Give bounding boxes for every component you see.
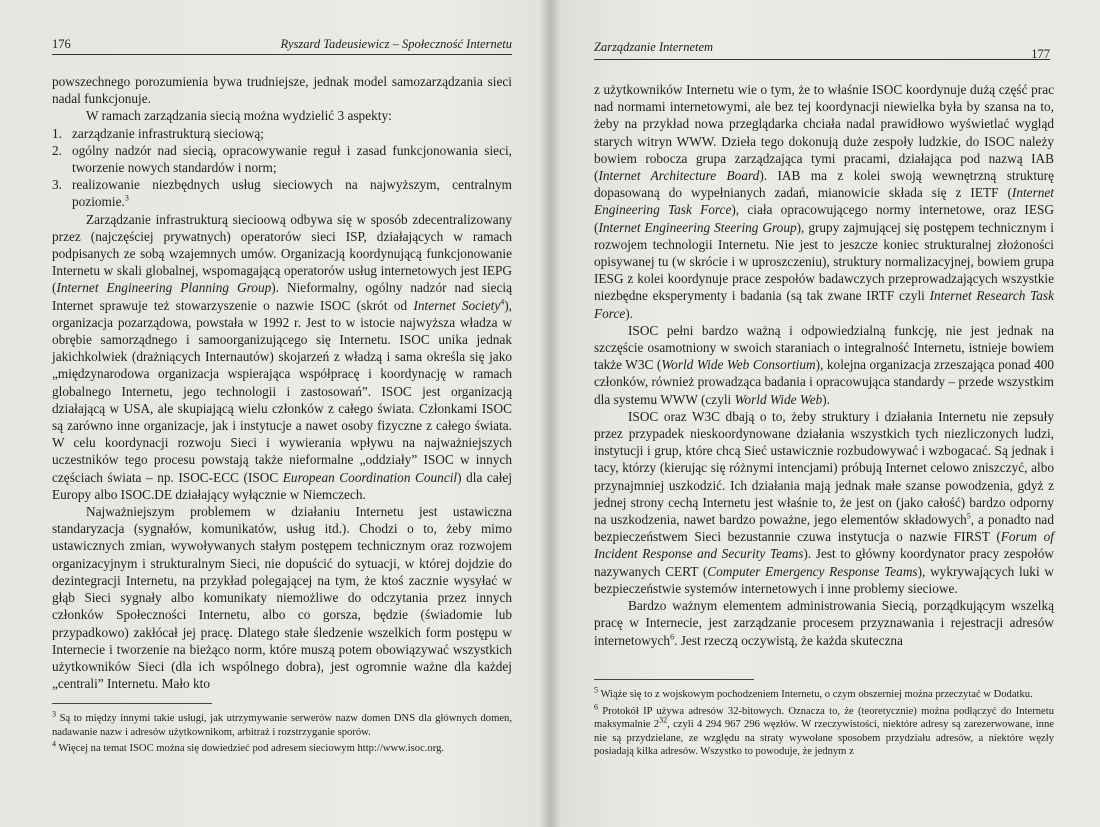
text-run: Bardzo ważnym elementem administrowania Siecią, porządkującym wszelką pracę w Internecie, jest zarządzanie procesem przyznawania i rejestracji adresów internetowych [594, 598, 1054, 648]
footnote-ref: 4 [500, 297, 505, 307]
footnote-text: Więcej na temat ISOC można się dowiedzieć pod adresem sieciowym http://www.isoc.org. [56, 743, 445, 755]
text-run: ). [625, 305, 634, 321]
list-number: 3. [52, 177, 62, 193]
text-run: ). Nieformalny, ogólny nadzór nad siecią Internet sprawuje też stowarzyszenie o nazwie ISOC (skrót od [52, 280, 512, 313]
italic-term: Forum of Incident Response and Security Teams [594, 529, 1054, 562]
footnote [594, 702, 1054, 759]
footnote [52, 709, 512, 739]
italic-term: Internet Engineering Steering Group [598, 219, 797, 235]
footnote-number: 3 [52, 709, 56, 719]
right-page-header [594, 40, 1050, 60]
italic-term: Internet Research Task Force [594, 288, 1054, 321]
text-run: , a ponadto nad bezpieczeństwem Sieci bezustannie czuwa instytucja o nazwie FIRST ( [594, 512, 1054, 545]
text-run: . Jest rzeczą oczywistą, że każda skuteczna [674, 632, 903, 648]
text-run: Zarządzanie infrastrukturą siecioową odbywa się w sposób zdecentralizowany przez (najczęściej prywatnych) operatorów sieci ISP, działających w ramach podpisanych ze sobą wzajemnych umów. Organizacją koordynującą funkcjonowanie Internetu w skali globalnej, wspomagającą operatorów usług internetowych jest IEPG ( [52, 211, 512, 296]
footnote-text: , czyli 4 294 967 296 węzłów. W rzeczywistości, niektóre adresy są zarezerwowane, inne nie są przydzielane, ze względu na straty wywołane sposobem przydziału adresów, a niektóre węzły posiadają kilka adresów. Wszystko to powoduje, że jednym z [594, 719, 1054, 758]
italic-term: Internet Engineering Task Force [594, 185, 1054, 218]
paragraph [52, 211, 512, 503]
italic-term: Internet Society [413, 297, 501, 313]
running-head: Zarządzanie Internetem [594, 40, 714, 54]
list-item [52, 176, 512, 210]
list-text: ogólny nadzór nad siecią, opracowywanie reguł i zasad funkcjonowania sieci, tworzenie nowych standardów i norm; [72, 142, 512, 176]
list-text-content: realizowanie niezbędnych usług sieciowych na najwyższym, centralnym poziomie. [72, 177, 512, 210]
exponent: 32 [659, 715, 668, 725]
list-text [72, 176, 512, 210]
italic-term: World Wide Web Consortium [661, 357, 816, 373]
footnotes [52, 703, 512, 759]
footnote-number: 5 [594, 685, 598, 695]
text-run: ISOC pełni bardzo ważną i odpowiedzialną funkcję, nie jest jednak na szczęście osamotniony w swoich staraniach o integralność Internetu, istnieje bowiem także W3C ( [594, 322, 1054, 373]
page-number: 177 [1031, 47, 1050, 61]
footnote-number: 6 [594, 702, 598, 712]
text-run: ISOC oraz W3C dbają o to, żeby struktury i działania Internetu nie zepsuły przez przypadek nieskoordynowane działania wszystkich tych niezliczonych ludzi, instytucji i grup, które chcą Sieć ustawicznie rozbudowywać i wzbogacać. Są jednak i tacy, którzy (kierując się różnymi intencjami) próbują Internet celowo zniszczyć, albo przynajmniej uszkodzić. Ich działania mają jednak małe szanse powodzenia, gdyż z jednej strony cechą Internetu jest właśnie to, że jest on (jako całość) bardzo odporny na uszkodzenia, nawet bardzo poważne, jego elementów składowych [594, 408, 1054, 528]
footnote-text: Wiąże się to z wojskowym pochodzeniem Internetu, o czym obszerniej można przeczytać w Dodatku. [598, 689, 1033, 700]
footnotes [594, 679, 1054, 762]
footnote [594, 685, 1054, 702]
text-run: ). Jest to główny koordynator pracy zespołów nazywanych CERT ( [594, 546, 1054, 579]
footnote-number: 4 [52, 739, 56, 749]
text-run: ) dla całej Europy albo ISOC.DE działający wyłącznie w Niemczech. [52, 469, 513, 502]
text-run: ), ciała opracowującego normy internetowe, oraz IESG ( [594, 202, 1054, 235]
page-number: 176 [52, 37, 71, 51]
text-run: ), organizacja pozarządowa, powstała w 1992 r. Jest to w istocie najwyższa władza w obrębie samorządnego i samoorganizującego się Internetu. ISOC unika jednak jakichkolwiek (drażniących Internautów) skojarzeń z władzą i sama określa się jako „międzynarodowa organizacja wspierająca współpracę i koordynację w ramach globalnego Internetu, jego technologii i zastosowań”. ISOC jest organizacją działającą w USA, ale skupiającą wielu członków z całego świata. Członkami ISOC są zarówno inne organizacje, jak i instytucje a nawet osoby fizyczne z całego świata. W celu koordynacji rozwoju Sieci i wywierania wpływu na najważniejszych uczestników tego procesu powstają także nieformalne „oddziały” ISOC w innych częściach świata – np. ISOC-ECC (ISOC [52, 297, 512, 485]
paragraph [594, 597, 1054, 649]
footnote [52, 739, 512, 756]
paragraph [594, 408, 1054, 597]
italic-term: World Wide Web [734, 391, 823, 407]
left-page [0, 0, 548, 827]
footnote-ref: 5 [966, 511, 971, 521]
footnote-rule [52, 703, 212, 704]
right-page-body [594, 81, 1054, 649]
list-item [52, 125, 512, 142]
running-head: Ryszard Tadeusiewicz – Społeczność Internetu [280, 37, 512, 51]
list-item [52, 142, 512, 176]
footnote-ref: 3 [124, 194, 129, 203]
left-page-header [52, 37, 512, 55]
italic-term: Internet Engineering Planning Group [56, 280, 272, 296]
paragraph: W ramach zarządzania siecią można wydzielić 3 aspekty: [86, 108, 392, 124]
aspect-list [52, 125, 512, 211]
footnote-ref: 6 [670, 632, 675, 642]
list-number: 1. [52, 125, 62, 141]
right-page [552, 0, 1100, 827]
text-run: z użytkowników Internetu wie o tym, że to właśnie ISOC koordynuje dużą część prac nad normami internetowymi, ale bez tej koordynacji niewielka była by szansa na to, żeby na przykład nowa przeglądarka chciała nadal prawidłowo wyświetlać wygląd starych witryn WWW. Dzieła tego dokonują duże zespoły ludzkie, do ISOC należy bowiem robocza grupa zarządzająca tymi pracami, działająca pod nazwą IAB ( [594, 82, 1054, 184]
list-number: 2. [52, 142, 62, 158]
text-run: ). IAB ma z kolei swoją wewnętrzną strukturę dopasowaną do wypełnianych zadań, mianowicie składa się z IETF ( [594, 168, 1054, 201]
paragraph: powszechnego porozumienia bywa trudniejsze, jednak model samozarządzania sieci nadal funkcjonuje. [52, 74, 512, 107]
footnote-text: Protokół IP używa adresów 32-bitowych. Oznacza to, że (teoretycznie) można podłączyć do Internetu maksymalnie 2 [594, 705, 1054, 731]
italic-term: Computer Emergency Response Teams [707, 563, 918, 579]
text-run: ), wykrywających luki w bezpieczeństwie systemów internetowych i inne problemy sieciowe. [594, 563, 1054, 596]
italic-term: Internet Architecture Board [598, 168, 760, 184]
footnote-text: Są to między innymi takie usługi, jak utrzymywanie serwerów nazw domen DNS dla głównych domen, nadawanie nazw i adresów użytkownikom, arbitraż i rozstrzyganie sporów. [52, 713, 512, 738]
italic-term: European Coordination Council [282, 469, 458, 485]
text-run: ), grupy zajmującej się postępem technicznym i rozwojem technologii Internetu. Nie jest to jeszcze koniec strukturalnej złożoności opisywanej tu (w skrócie i w uproszczeniu), struktury normalizacyjnej, bowiem grupa IESG z kolei koordynuje prace zespołów badawczych przeprowadzających wszystkie niezbędne eksperymenty i badania (są tak zwane IRTF czyli [594, 219, 1054, 304]
paragraph [594, 81, 1054, 322]
text-run: ). [822, 391, 831, 407]
left-page-body [52, 73, 512, 692]
paragraph [594, 322, 1054, 408]
footnote-rule [594, 679, 754, 680]
text-run: ), kolejna organizacja zrzeszająca ponad 400 członków, również prowadząca badania i opracowująca standardy – przede wszystkim dla systemu WWW (czyli [594, 357, 1055, 407]
list-text: zarządzanie infrastrukturą sieciową; [72, 125, 264, 141]
paragraph: Najważniejszym problemem w działaniu Internetu jest ustawiczna standaryzacja (sygnałów, komunikatów, usług itd.). Chodzi o to, żeby mimo ustawicznych zmian, wywoływanych stałym postępem technicznym oraz rozwojem organizacyjnym i strukturalnym Sieci, nie dopuścić do sytuacji, w której dojdzie do dezintegracji Internetu, na przykład polegającej na tym, że ktoś zacznie wysyłać w głąb Sieci sygnały albo komunikaty niemożliwe do odczytania przez innych członków Społeczności Internetu, albo co gorsza, będzie (świadomie lub przypadkowo) zakłócał jej pracę. Dlatego stałe śledzenie wszelkich form postępu w Internecie i tworzenie na bieżąco norm, które muszą potem obowiązywać wszystkich użytkowników Sieci (dla ich wspólnego dobra), jest ogromnie ważne dla każdej „centrali” Internetu. Mało kto [52, 504, 512, 692]
